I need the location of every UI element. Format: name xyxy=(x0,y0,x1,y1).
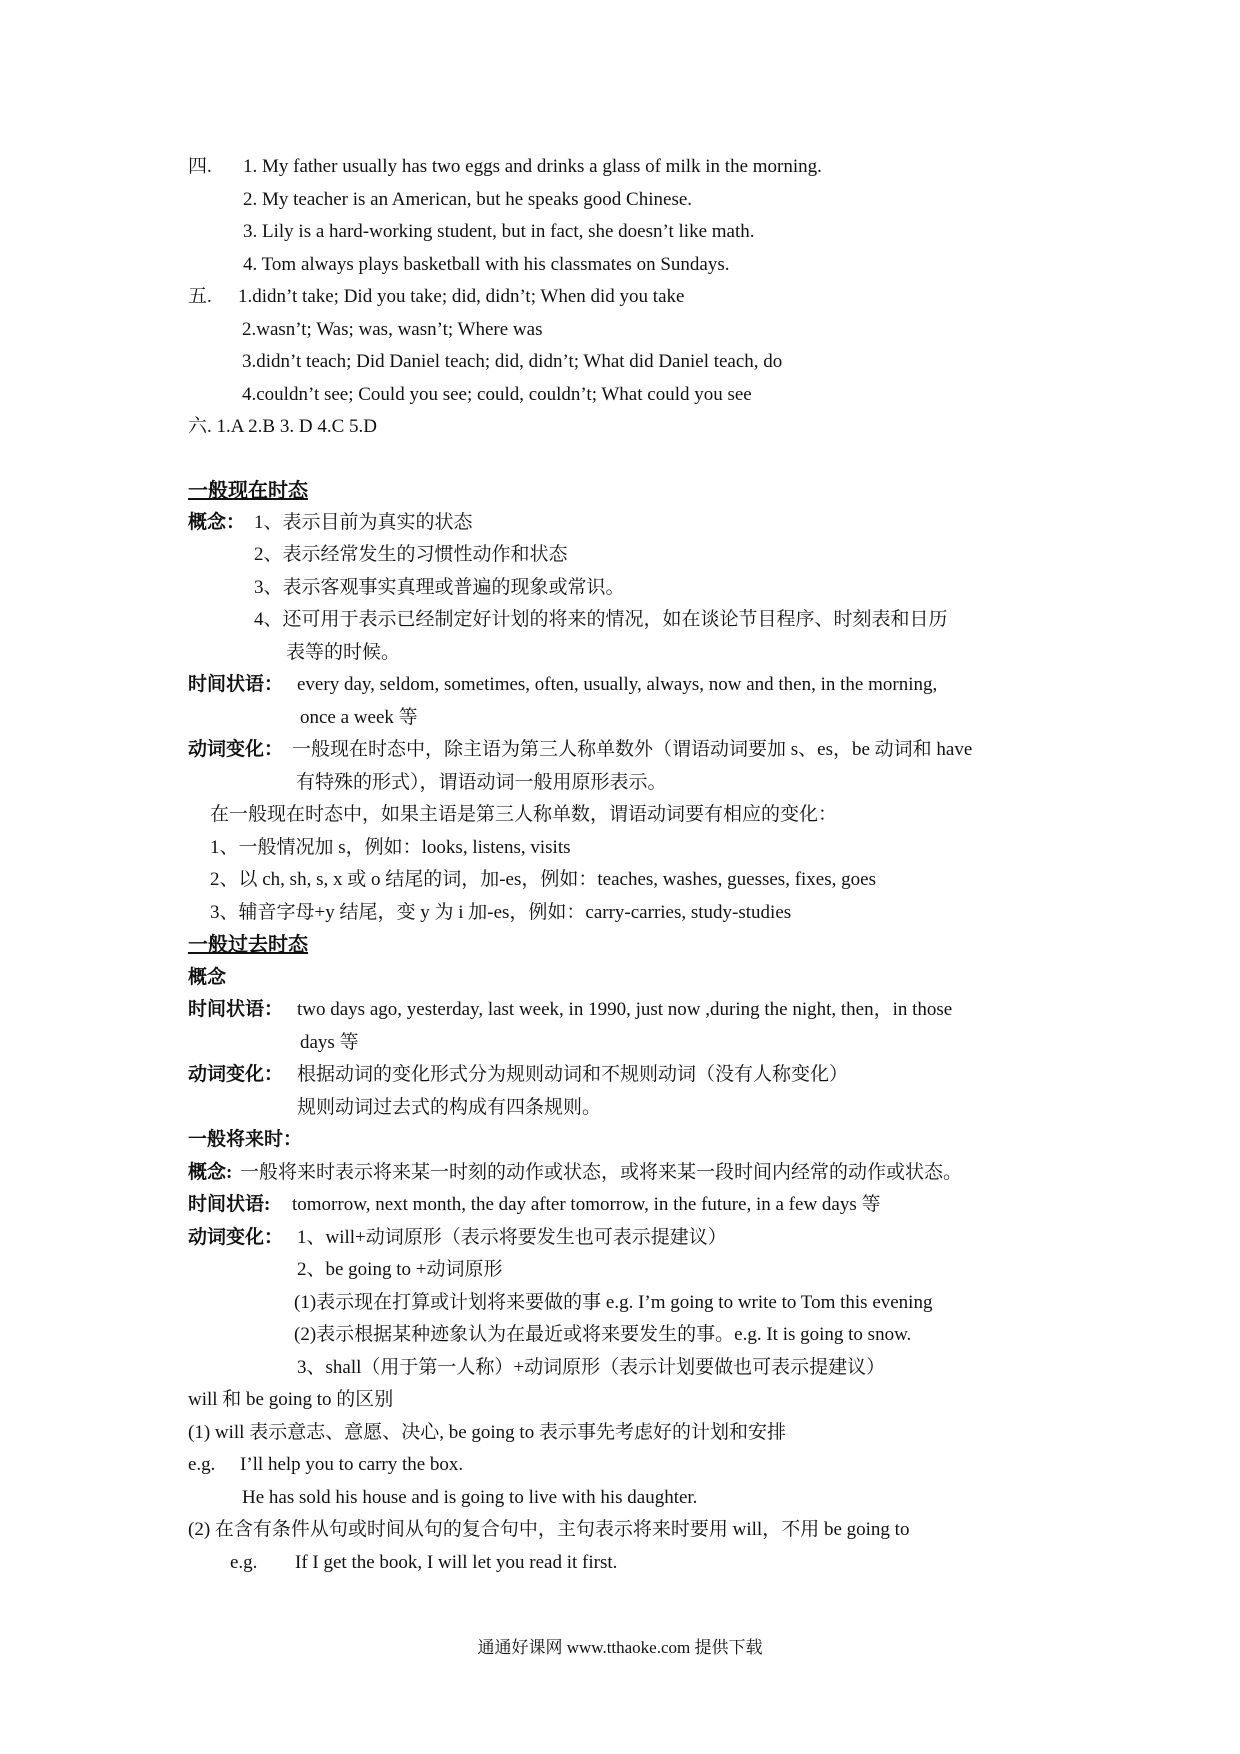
future-verb-item-1: 1、will+动词原形（表示将要发生也可表示提建议） xyxy=(297,1227,727,1248)
present-rule-3: 3、辅音字母+y 结尾，变 y 为 i 加-es，例如：carry-carries, study-studies xyxy=(210,902,792,923)
section-5-item-1: 1.didn’t take; Did you take; did, didn’t; When did you take xyxy=(238,286,685,307)
present-concept-4-cont: 表等的时候。 xyxy=(286,642,401,663)
section-4-item-4: 4. Tom always plays basketball with his classmates on Sundays. xyxy=(243,254,730,275)
present-concept-2: 2、表示经常发生的习惯性动作和状态 xyxy=(254,544,568,565)
past-verb-label: 动词变化： xyxy=(188,1064,284,1085)
future-tense-heading: 一般将来时： xyxy=(188,1129,303,1150)
future-diff-title: will 和 be going to 的区别 xyxy=(188,1389,394,1410)
present-verb-label: 动词变化： xyxy=(188,739,284,760)
present-time-label: 时间状语： xyxy=(188,674,284,695)
section-5-label: 五. xyxy=(188,286,212,307)
past-time-label: 时间状语： xyxy=(188,999,284,1020)
present-verb-line-1: 一般现在时态中，除主语为第三人称单数外（谓语动词要加 s、es，be 动词和 have xyxy=(292,739,973,760)
past-verb-line-2: 规则动词过去式的构成有四条规则。 xyxy=(297,1097,602,1118)
present-rule-2: 2、以 ch, sh, s, x 或 o 结尾的词，加-es，例如：teaches, washes, guesses, fixes, goes xyxy=(210,869,876,890)
future-verb-label: 动词变化： xyxy=(188,1227,284,1248)
past-time-line-1: two days ago, yesterday, last week, in 1990, just now ,during the night, then，in those xyxy=(297,999,953,1020)
future-diff-1: (1) will 表示意志、意愿、决心, be going to 表示事先考虑好的计划和安排 xyxy=(188,1422,786,1443)
future-diff-1-eg-1: I’ll help you to carry the box. xyxy=(240,1454,464,1475)
present-concept-label: 概念： xyxy=(188,512,246,533)
section-4-item-2: 2. My teacher is an American, but he speaks good Chinese. xyxy=(243,189,693,210)
future-verb-item-3: 3、shall（用于第一人称）+动词原形（表示计划要做也可表示提建议） xyxy=(297,1357,886,1378)
future-verb-item-2a: (1)表示现在打算或计划将来要做的事 e.g. I’m going to write to Tom this evening xyxy=(294,1292,933,1313)
future-concept-label: 概念: xyxy=(188,1162,233,1183)
past-concept-label: 概念 xyxy=(188,967,227,988)
present-concept-1: 1、表示目前为真实的状态 xyxy=(254,512,473,533)
future-verb-item-2b: (2)表示根据某种迹象认为在最近或将来要发生的事。e.g. It is going to snow. xyxy=(294,1324,912,1345)
present-time-line-1: every day, seldom, sometimes, often, usually, always, now and then, in the morning, xyxy=(297,674,938,695)
present-tense-heading: 一般现在时态 xyxy=(188,480,308,502)
present-verb-line-2: 有特殊的形式），谓语动词一般用原形表示。 xyxy=(296,772,667,793)
section-5-item-4: 4.couldn’t see; Could you see; could, couldn’t; What could you see xyxy=(242,384,752,405)
section-5-item-3: 3.didn’t teach; Did Daniel teach; did, didn’t; What did Daniel teach, do xyxy=(242,351,783,372)
future-time-label: 时间状语: xyxy=(188,1194,271,1215)
present-rule-intro: 在一般现在时态中，如果主语是第三人称单数，谓语动词要有相应的变化： xyxy=(210,804,838,825)
section-6-answers: 六. 1.A 2.B 3. D 4.C 5.D xyxy=(188,416,377,437)
past-tense-heading: 一般过去时态 xyxy=(188,934,308,956)
section-5-item-2: 2.wasn’t; Was; was, wasn’t; Where was xyxy=(242,319,543,340)
past-time-line-2: days 等 xyxy=(300,1032,359,1053)
future-diff-1-eg-2: He has sold his house and is going to live with his daughter. xyxy=(242,1487,698,1508)
page-footer: 通通好课网 www.tthaoke.com 提供下载 xyxy=(477,1638,763,1657)
future-diff-2-eg-label: e.g. xyxy=(230,1552,258,1573)
future-diff-2: (2) 在含有条件从句或时间从句的复合句中，主句表示将来时要用 will，不用 be going to xyxy=(188,1519,910,1540)
future-diff-2-eg: If I get the book, I will let you read it first. xyxy=(295,1552,618,1573)
future-verb-item-2: 2、be going to +动词原形 xyxy=(297,1259,503,1280)
future-concept-text: 一般将来时表示将来某一时刻的动作或状态，或将来某一段时间内经常的动作或状态。 xyxy=(240,1162,963,1183)
present-concept-4: 4、还可用于表示已经制定好计划的将来的情况，如在谈论节目程序、时刻表和日历 xyxy=(254,609,948,630)
section-4-item-1: 1. My father usually has two eggs and drinks a glass of milk in the morning. xyxy=(243,156,822,177)
future-time-text: tomorrow, next month, the day after tomorrow, in the future, in a few days 等 xyxy=(292,1194,881,1215)
present-concept-3: 3、表示客观事实真理或普遍的现象或常识。 xyxy=(254,577,625,598)
future-diff-1-eg-label: e.g. xyxy=(188,1454,216,1475)
past-verb-line-1: 根据动词的变化形式分为规则动词和不规则动词（没有人称变化） xyxy=(297,1064,849,1085)
present-time-line-2: once a week 等 xyxy=(300,707,418,728)
present-rule-1: 1、一般情况加 s，例如：looks, listens, visits xyxy=(210,837,571,858)
section-4-item-3: 3. Lily is a hard-working student, but in fact, she doesn’t like math. xyxy=(243,221,755,242)
section-4-label: 四. xyxy=(188,156,212,177)
